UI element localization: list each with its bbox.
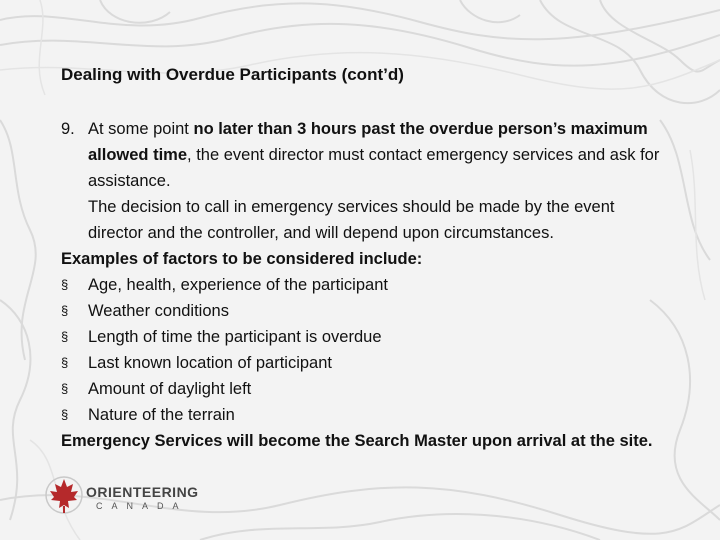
bullet-icon: § — [61, 407, 69, 422]
item9-bold-text: no later than 3 hours past the overdue person’s maximum allowed time — [88, 120, 648, 164]
list-item-text: Length of time the participant is overdue — [88, 328, 382, 346]
logo-subtext: CANADA — [96, 501, 188, 511]
slide-title: Dealing with Overdue Participants (cont’d) — [61, 65, 404, 84]
orienteering-canada-logo — [44, 473, 199, 517]
item9-rest-text: , the event director must contact emergency services and ask for assistance. — [88, 146, 660, 190]
list-item — [61, 272, 661, 298]
list-item-text: Age, health, experience of the participant — [88, 276, 388, 294]
list-item-text: Nature of the terrain — [88, 406, 235, 424]
bullet-icon: § — [61, 381, 69, 396]
closing-statement: Emergency Services will become the Search Master upon arrival at the site. — [61, 432, 653, 450]
bullet-icon: § — [61, 303, 69, 318]
list-item — [61, 376, 661, 402]
logo-wordmark: ORIENTEERING — [86, 484, 199, 500]
maple-leaf-icon — [44, 473, 84, 517]
bullet-icon: § — [61, 329, 69, 344]
item-number: 9. — [61, 120, 75, 138]
list-item — [61, 402, 661, 428]
bullet-icon: § — [61, 355, 69, 370]
item9-second-paragraph: The decision to call in emergency services should be made by the event director and the controller, and will depend upon circumstances. — [88, 198, 615, 242]
factors-heading: Examples of factors to be considered include: — [61, 250, 423, 268]
slide-content — [61, 62, 661, 454]
list-item-text: Amount of daylight left — [88, 380, 252, 398]
list-item — [61, 324, 661, 350]
list-item — [61, 350, 661, 376]
list-item — [61, 298, 661, 324]
bullet-icon: § — [61, 277, 69, 292]
factors-list — [61, 272, 661, 428]
item9-lead-text: At some point — [88, 120, 194, 138]
list-item-text: Last known location of participant — [88, 354, 332, 372]
list-item-text: Weather conditions — [88, 302, 229, 320]
numbered-item-9 — [61, 116, 661, 194]
